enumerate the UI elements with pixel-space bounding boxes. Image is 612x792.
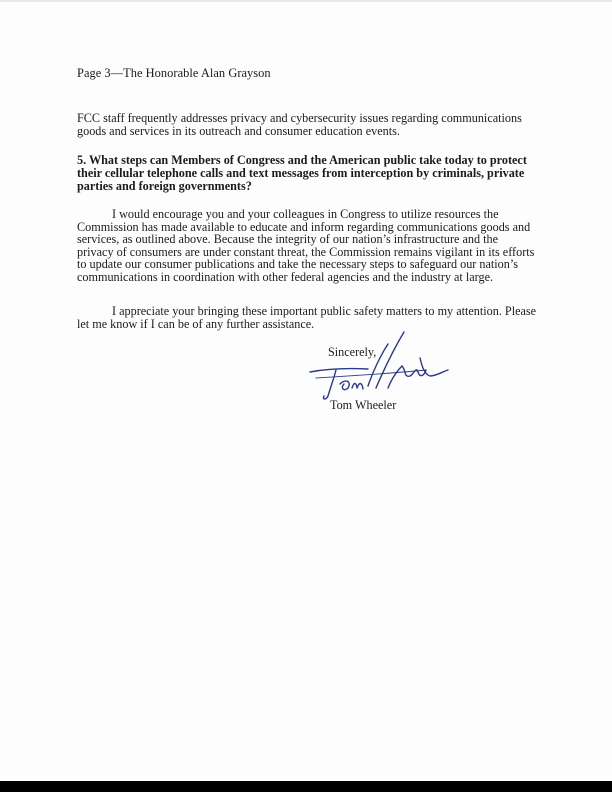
paragraph-resources: I would encourage you and your colleagues in Congress to utilize resources the Commission has made available to educate and inform regarding communications goods and services, as outlined above. Because the integrity of our nation’s infrastructure and the privacy of consumers are under constant threat, the Commission remains vigilant in its efforts to update our consumer publications and take the necessary steps to safeguard our nation’s communications in coordination with other federal agencies and the industry at large. xyxy=(77,207,535,284)
paragraph-outreach: FCC staff frequently addresses privacy and cybersecurity issues regarding communications goods and services in its outreach and consumer education events. xyxy=(77,111,522,138)
scan-bottom-border xyxy=(0,781,612,792)
page-header: Page 3—The Honorable Alan Grayson xyxy=(77,66,271,80)
question-heading: 5. What steps can Members of Congress and the American public take today to protect their cellular telephone calls and text messages from interception by criminals, private parties and foreign governments? xyxy=(77,153,527,193)
paragraph-appreciation: I appreciate your bringing these important public safety matters to my attention. Please let me know if I can be of any further assistance. xyxy=(77,304,537,331)
scan-top-edge xyxy=(0,0,612,2)
closing-salutation: Sincerely, xyxy=(328,345,377,359)
signer-name: Tom Wheeler xyxy=(330,398,397,412)
